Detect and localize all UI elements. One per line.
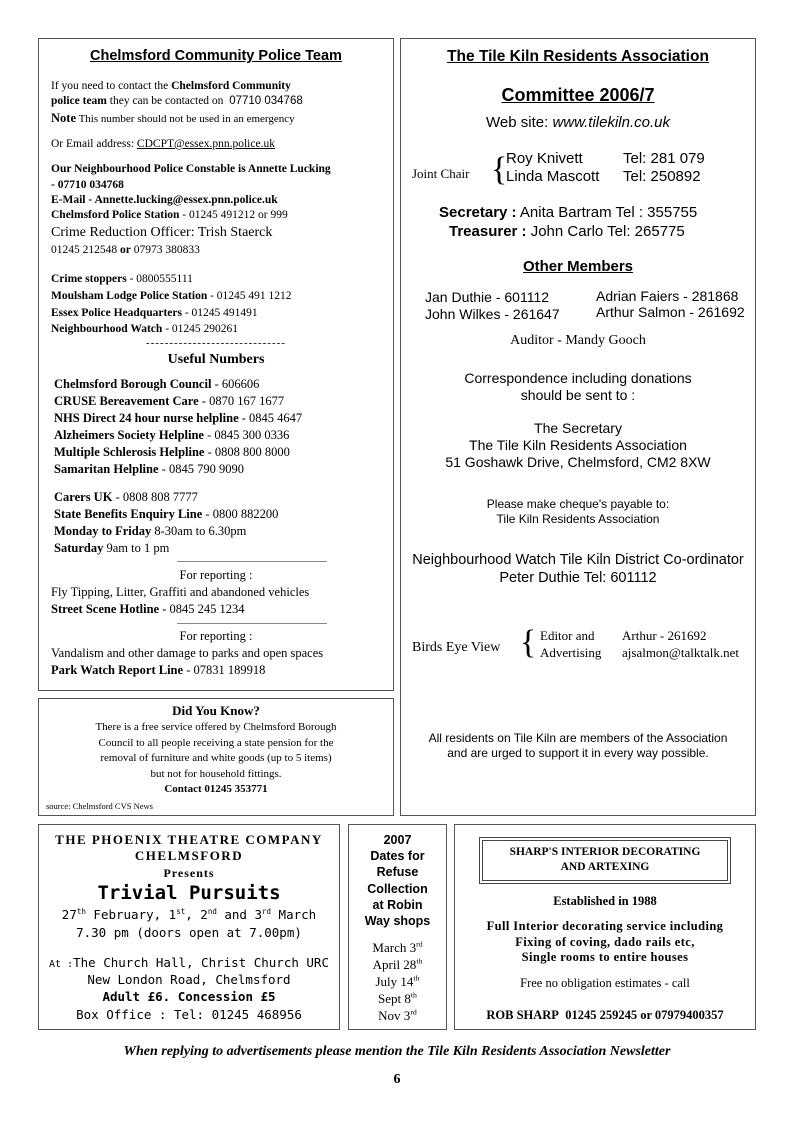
police-constable: Our Neighbourhood Police Constable is Annette Lucking [51,163,331,175]
member-item: John Wilkes - 261647 [425,306,560,322]
reporting-2-head: For reporting : [179,629,253,643]
sharps-established: Established in 1988 [553,894,657,908]
reporting-1-hotline: Street Scene Hotline - 0845 245 1234 [51,602,245,616]
brace-icon: { [520,624,537,661]
member-item: Adrian Faiers - 281868 [596,288,739,304]
refuse-box [348,824,447,1030]
useful-list-1 [54,376,302,478]
contact-row: Neighbourhood Watch - 01245 290261 [51,323,239,336]
police-title: Chelmsford Community Police Team [90,48,342,64]
reporting-1-head: For reporting : [179,568,253,582]
show-time: 7.30 pm (doors open at 7.00pm) [76,925,302,940]
birds-eye-email[interactable]: ajsalmon@talktalk.net [622,645,740,660]
sharps-contact: ROB SHARP 01245 259245 or 07979400357 [486,1008,724,1022]
police-constable-email[interactable]: E-Mail - Annette.lucking@essex.pnn.police.uk [51,194,278,206]
auditor: Auditor - Mandy Gooch [510,333,646,348]
police-email-line: Or Email address: CDCPT@essex.pnn.police.uk [51,138,275,150]
phoenix-presents: Presents [163,866,215,880]
correspondence: Correspondence including donations should be sent to : [464,370,692,403]
reporting-2-hotline: Park Watch Report Line - 07831 189918 [51,663,266,677]
police-contact-phone: 07710 034768 [229,95,303,107]
refuse-date: Nov 3rd [378,1007,417,1023]
phoenix-box [38,824,340,1030]
show-title: Trivial Pursuits [97,882,281,904]
refuse-date: April 28th [372,956,423,972]
secretary-address: The Secretary The Tile Kiln Residents Association 51 Goshawk Drive, Chelmsford, CM2 8XW [445,420,711,470]
police-contact-list [51,271,292,338]
chair-name: Linda Mascott [506,168,600,185]
box-office: Box Office : Tel: 01245 468956 [76,1007,302,1022]
show-road: New London Road, Chelmsford [87,972,291,987]
membership-note: All residents on Tile Kiln are members of the Association and are urged to support it in every way possible. [428,731,728,760]
police-contact-line-2: police team they can be contacted on 07710 034768 [51,95,303,107]
other-members-title: Other Members [522,258,634,275]
website-line: Web site: www.tilekiln.co.uk [486,114,670,131]
show-prices: Adult £6. Concession £5 [102,989,276,1004]
birds-eye-roles: Editor and Advertising [540,628,602,660]
contact-row: Crime stoppers - 0800555111 [51,273,193,285]
chair-tel: Tel: 281 079 [623,150,705,167]
did-you-know-title: Did You Know? [172,703,260,718]
reporting-2-text: Vandalism and other damage to parks and open spaces [51,646,324,660]
members-right [596,288,745,320]
useful-list-2 [54,489,278,557]
did-you-know-contact: Contact 01245 353771 [164,783,268,795]
committee-title: Committee 2006/7 [501,85,655,105]
refuse-title: 2007 Dates for Refuse Collection at Robin Way shops [364,833,431,929]
reporting-1-text: Fly Tipping, Litter, Graffiti and abandoned vehicles [51,585,310,599]
contact-row: Essex Police Headquarters - 01245 491491 [51,306,258,319]
website-link[interactable]: www.tilekiln.co.uk [552,114,670,131]
chair-name: Roy Knivett [506,150,583,167]
crime-reduction-officer: Crime Reduction Officer: Trish Staerck [51,225,273,240]
divider-line [177,561,327,562]
crime-reduction-phones: 01245 212548 or 07973 380833 [51,244,200,256]
cheque-info: Please make cheque's payable to: Tile Kiln Residents Association [486,497,670,526]
sharps-services: Full Interior decorating service including Fixing of coving, dado rails etc, Single rooms to entire houses [486,919,724,964]
divider-line [177,623,327,624]
useful-row: Multiple Schlerosis Helpline - 0808 800 8000 [54,445,290,459]
joint-chair-label: Joint Chair [412,166,470,181]
refuse-dates [349,939,446,1024]
useful-row: Monday to Friday 8-30am to 6.30pm [54,524,247,538]
show-dates: 27th February, 1st, 2nd and 3rd March [61,906,317,922]
police-contact-line-1: If you need to contact the Chelmsford Community [51,80,291,92]
residents-title: The Tile Kiln Residents Association [447,48,709,65]
useful-row: CRUSE Bereavement Care - 0870 167 1677 [54,394,285,408]
refuse-date: Sept 8th [378,990,417,1006]
did-you-know-text: There is a free service offered by Chelmsford Borough Council to all people receiving a state pension for the removal of furniture and white goods (up to 5 items) but not for household fittings. Contact 01245 353771 [39,720,393,798]
useful-row: Alzheimers Society Helpline - 0845 300 0336 [54,428,290,442]
secretary-line: Secretary : Anita Bartram Tel : 355755 [439,204,698,221]
brace-icon: { [491,151,508,188]
did-you-know-box [38,698,394,816]
sharps-box [454,824,756,1030]
divider-dashes: ------------------------------ [146,337,286,349]
contact-row: Moulsham Lodge Police Station - 01245 491 1212 [51,289,292,302]
police-box [38,38,394,691]
sharps-title: SHARP'S INTERIOR DECORATING AND ARTEXING [509,846,701,873]
page-number: 6 [393,1072,401,1087]
useful-row: Samaritan Helpline - 0845 790 9090 [54,462,244,476]
sharps-title-box [479,837,731,884]
members-left [425,289,560,323]
useful-row: State Benefits Enquiry Line - 0800 882200 [54,507,279,521]
did-you-know-source: source: Chelmsford CVS News [46,801,153,811]
member-item: Jan Duthie - 601112 [425,289,550,305]
treasurer-line: Treasurer : John Carlo Tel: 265775 [449,223,685,240]
footer-notice: When replying to advertisements please mention the Tile Kiln Residents Association Newsletter [123,1044,671,1059]
neighbourhood-watch: Neighbourhood Watch Tile Kiln District Co-ordinator Peter Duthie Tel: 601112 [412,552,744,586]
useful-row: Chelmsford Borough Council - 606606 [54,377,260,391]
refuse-date: March 3rd [372,939,423,955]
phoenix-company: THE PHOENIX THEATRE COMPANY CHELMSFORD [55,832,323,863]
sharps-estimates: Free no obligation estimates - call [520,976,690,990]
police-email-link[interactable]: CDCPT@essex.pnn.police.uk [136,138,275,150]
useful-row: Carers UK - 0808 808 7777 [54,490,198,504]
useful-row: Saturday 9am to 1 pm [54,541,170,555]
chair-tel: Tel: 250892 [623,168,701,185]
refuse-date: July 14th [375,973,420,989]
birds-eye-contact: Arthur - 261692 ajsalmon@talktalk.net [622,628,740,660]
police-note: Note This number should not be used in an emergency [51,111,295,125]
birds-eye-label: Birds Eye View [412,640,501,655]
police-station: Chelmsford Police Station - 01245 491212 or 999 [51,209,288,221]
useful-numbers-title: Useful Numbers [167,352,265,367]
show-venue: At :The Church Hall, Christ Church URC [49,955,329,970]
useful-row: NHS Direct 24 hour nurse helpline - 0845 4647 [54,411,303,425]
police-constable-phone: - 07710 034768 [51,179,124,191]
member-item: Arthur Salmon - 261692 [596,304,745,320]
residents-box [400,38,756,816]
